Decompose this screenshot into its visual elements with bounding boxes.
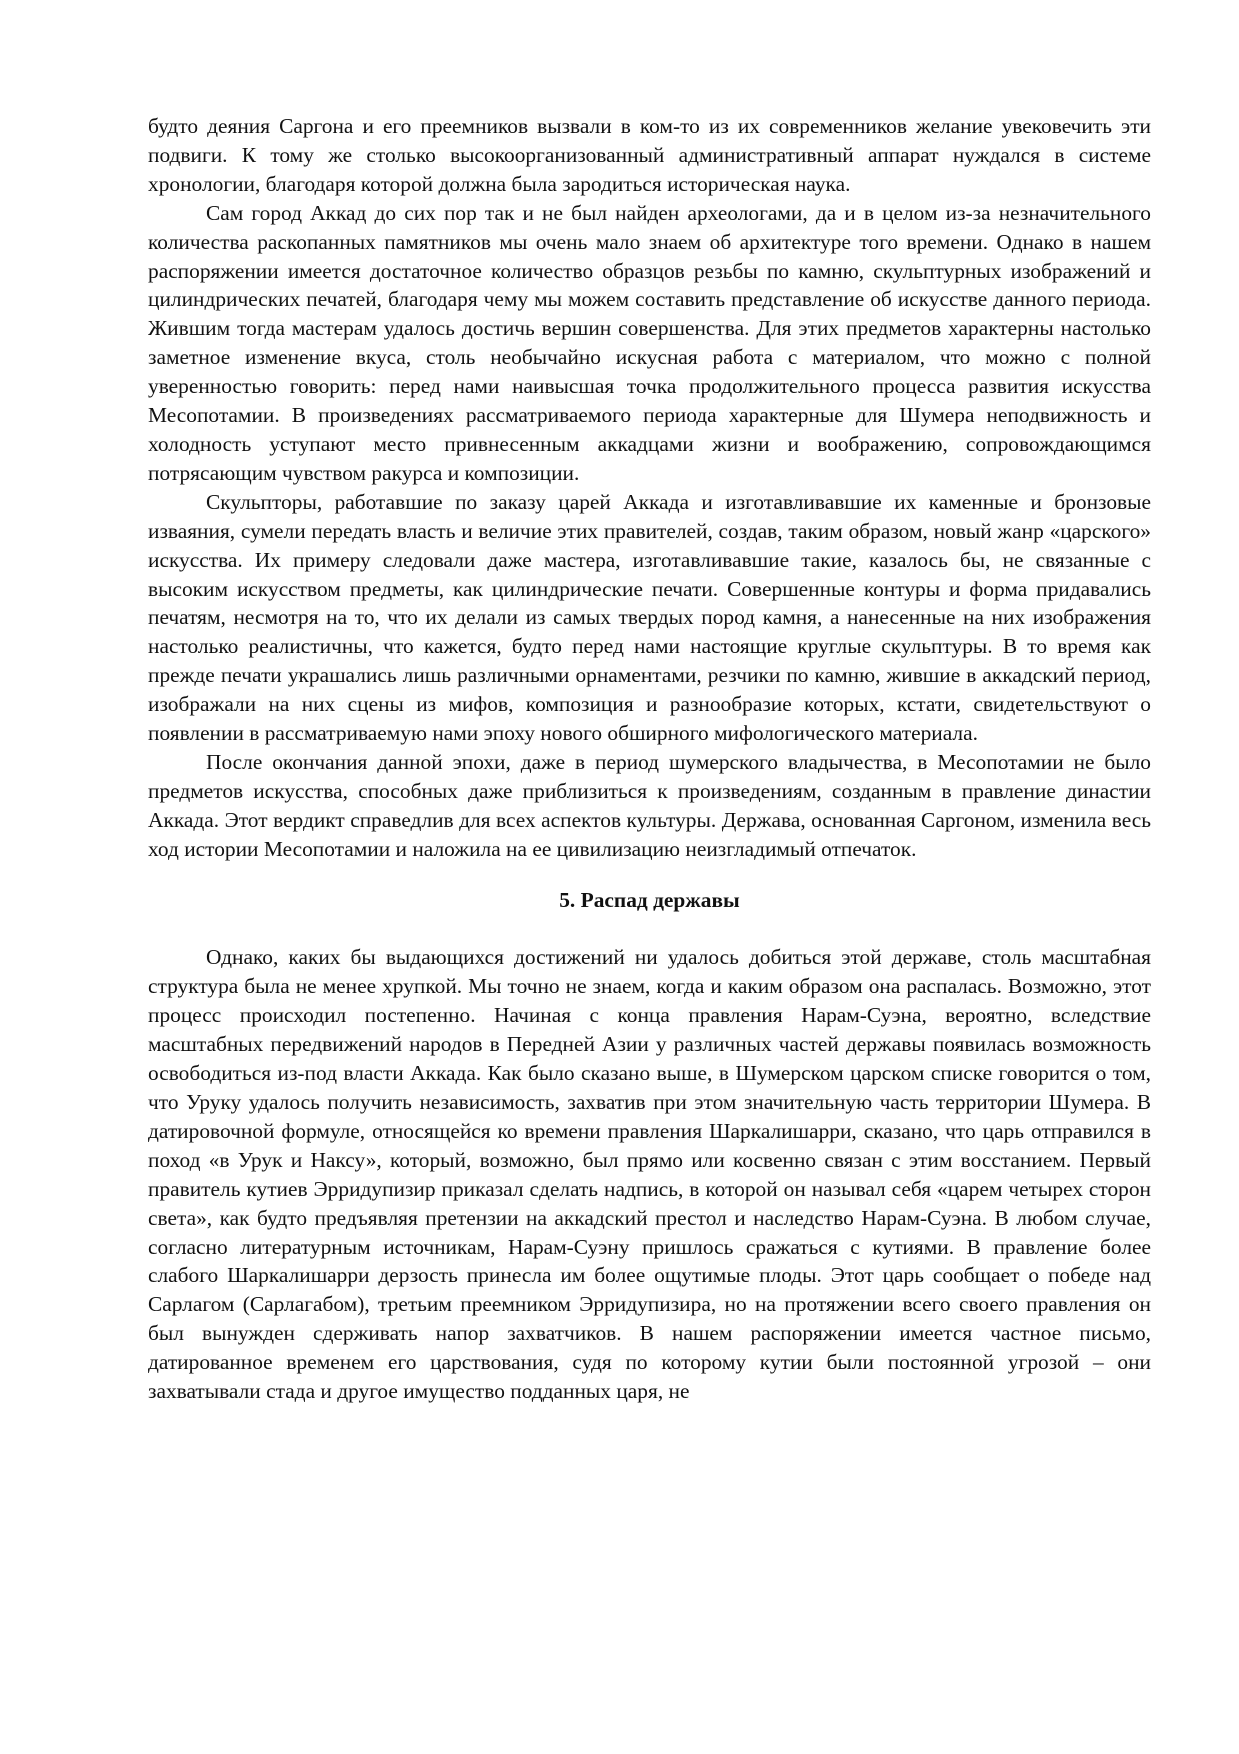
paragraph-3: Скульпторы, работавшие по заказу царей Аккада и изготавливавшие их каменные и бронзовые изваяния, сумели передать власть и величие этих правителей, создав, таким образом, новый жанр «царского» искусства. Их примеру следовали даже мастера, изготавливавшие такие, казалось бы, не связанные с высоким искусством предметы, как цилиндрические печати. Совершенные контуры и форма придавались печатям, несмотря на то, что их делали из самых твердых пород камня, а нанесенные на них изображения настолько реалистичны, что кажется, будто перед нами настоящие круглые скульптуры. В то время как прежде печати украшались лишь различными орнаментами, резчики по камню, жившие в аккадский период, изображали на них сцены из мифов, композиция и разнообразие которых, кстати, свидетельствуют о появлении в рассматриваемую нами эпоху нового обширного мифологического материала. (148, 489, 1151, 746)
paragraph-2: Сам город Аккад до сих пор так и не был найден археологами, да и в целом из-за незначительного количества раскопанных памятников мы очень мало знаем об архитектуре того времени. Однако в нашем распоряжении имеется достаточное количество образцов резьбы по камню, скульптурных изображений и цилиндрических печатей, благодаря чему мы можем составить представление об искусстве данного периода. Жившим тогда мастерам удалось достичь вершин совершенства. Для этих предметов характерны настолько заметное изменение вкуса, столь необычайно искусная работа с материалом, что можно с полной уверенностью говорить: перед нами наивысшая точка продолжительного процесса развития искусства Месопотамии. В произведениях рассматриваемого периода характерные для Шумера неподвижность и холодность уступают место привнесенным аккадцами жизни и воображению, сопровождающимся потрясающим чувством ракурса и композиции. (148, 200, 1151, 485)
section-heading: 5. Распад державы (559, 887, 740, 912)
paragraph-1: будто деяния Саргона и его преемников вызвали в ком-то из их современников желание увековечить эти подвиги. К тому же столько высокоорганизованный административный аппарат нуждался в системе хронологии, благодаря которой должна была зародиться историческая наука. (148, 114, 1151, 196)
paragraph-4: После окончания данной эпохи, даже в период шумерского владычества, в Месопотамии не было предметов искусства, способных даже приблизиться к произведениям, созданным в правление династии Аккада. Этот вердикт справедлив для всех аспектов культуры. Держава, основанная Саргоном, изменила весь ход истории Месопотамии и наложила на ее цивилизацию неизгладимый отпечаток. (148, 749, 1151, 861)
paragraph-5: Однако, каких бы выдающихся достижений ни удалось добиться этой державе, столь масштабная структура была не менее хрупкой. Мы точно не знаем, когда и каким образом она распалась. Возможно, этот процесс происходил постепенно. Начиная с конца правления Нарам-Суэна, вероятно, вследствие масштабных передвижений народов в Передней Азии у различных частей державы появилась возможность освободиться из-под власти Аккада. Как было сказано выше, в Шумерском царском списке говорится о том, что Уруку удалось получить независимость, захватив при этом значительную часть территории Шумера. В датировочной формуле, относящейся ко времени правления Шаркалишарри, сказано, что царь отправился в поход «в Урук и Наксу», который, возможно, был прямо или косвенно связан с этим восстанием. Первый правитель кутиев Эрридупизир приказал сделать надпись, в которой он называл себя «царем четырех сторон света», как будто предъявляя претензии на аккадский престол и наследство Нарам-Суэна. В любом случае, согласно литературным источникам, Нарам-Суэну пришлось сражаться с кутиями. В правление более слабого Шаркалишарри дерзость принесла им более ощутимые плоды. Этот царь сообщает о победе над Сарлагом (Сарлагабом), третьим преемником Эрридупизира, но на протяжении всего своего правления он был вынужден сдерживать напор захватчиков. В нашем распоряжении имеется частное письмо, датированное временем его царствования, судя по которому кутии были постоянной угрозой – они захватывали стада и другое имущество подданных царя, не (148, 945, 1151, 1404)
document-page (148, 112, 1151, 1406)
